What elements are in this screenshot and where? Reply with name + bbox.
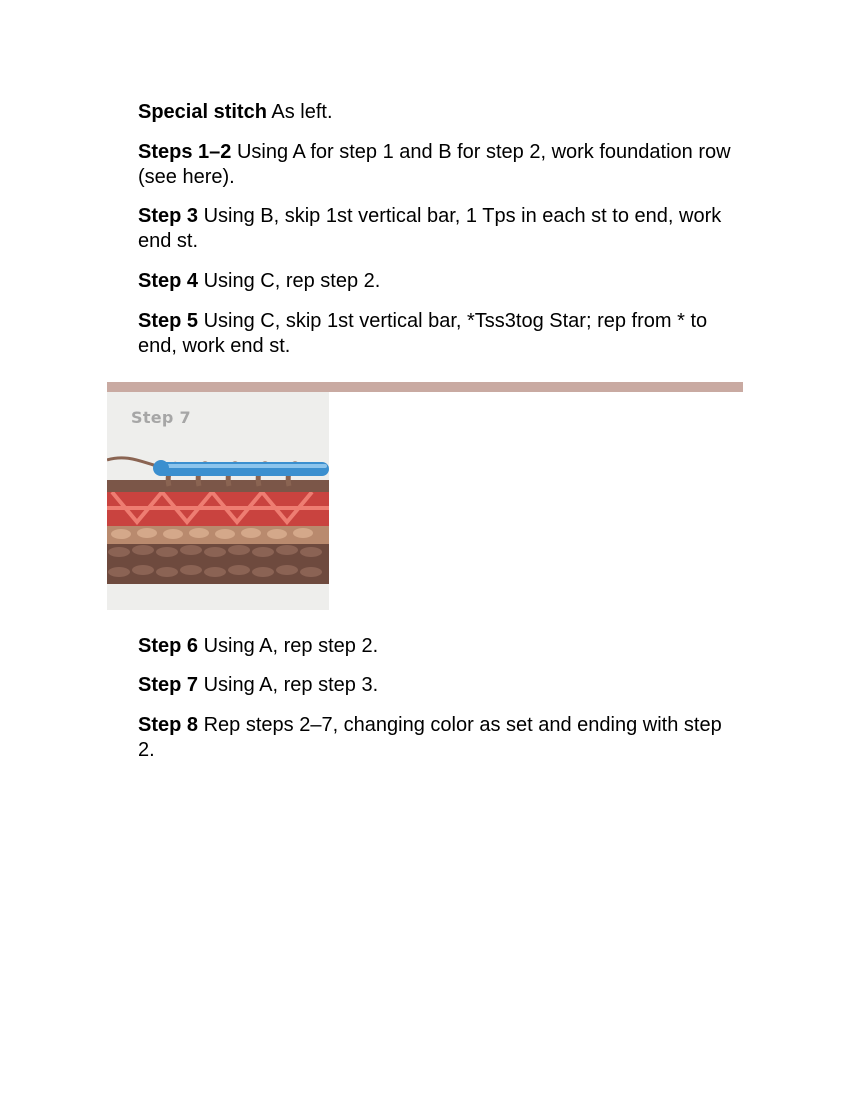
- special-stitch-paragraph: [138, 100, 738, 125]
- step-5-text: Using C, skip 1st vertical bar, *Tss3tog Star; rep from * to end, work end st.: [138, 310, 708, 357]
- step-7-label: Step 7: [138, 674, 199, 696]
- photo-step-label: Step 7: [131, 408, 191, 427]
- special-stitch-text: As left.: [271, 101, 333, 123]
- step-7-paragraph: [138, 673, 738, 698]
- step-6-label: Step 6: [138, 635, 199, 657]
- step-3-paragraph: [138, 204, 738, 254]
- step-4-paragraph: [138, 269, 738, 294]
- steps-1-2-paragraph: [138, 140, 738, 190]
- step-8-text: Rep steps 2–7, changing color as set and ending with step 2.: [138, 714, 722, 761]
- steps-1-2-text: Using A for step 1 and B for step 2, work foundation row (see here).: [138, 141, 731, 188]
- step-8-label: Step 8: [138, 714, 199, 736]
- special-stitch-label: Special stitch: [138, 101, 267, 123]
- step-7-photo: [107, 392, 329, 610]
- step-7-text: Using A, rep step 3.: [203, 674, 379, 696]
- steps-1-2-label: Steps 1–2: [138, 141, 232, 163]
- step-6-text: Using A, rep step 2.: [203, 635, 379, 657]
- step-4-text: Using C, rep step 2.: [203, 270, 381, 292]
- section-divider: [107, 382, 743, 392]
- step-3-text: Using B, skip 1st vertical bar, 1 Tps in each st to end, work end st.: [138, 205, 722, 252]
- step-3-label: Step 3: [138, 205, 199, 227]
- step-8-paragraph: [138, 713, 738, 763]
- step-5-paragraph: [138, 309, 738, 359]
- step-4-label: Step 4: [138, 270, 199, 292]
- step-6-paragraph: [138, 634, 738, 659]
- step-5-label: Step 5: [138, 310, 199, 332]
